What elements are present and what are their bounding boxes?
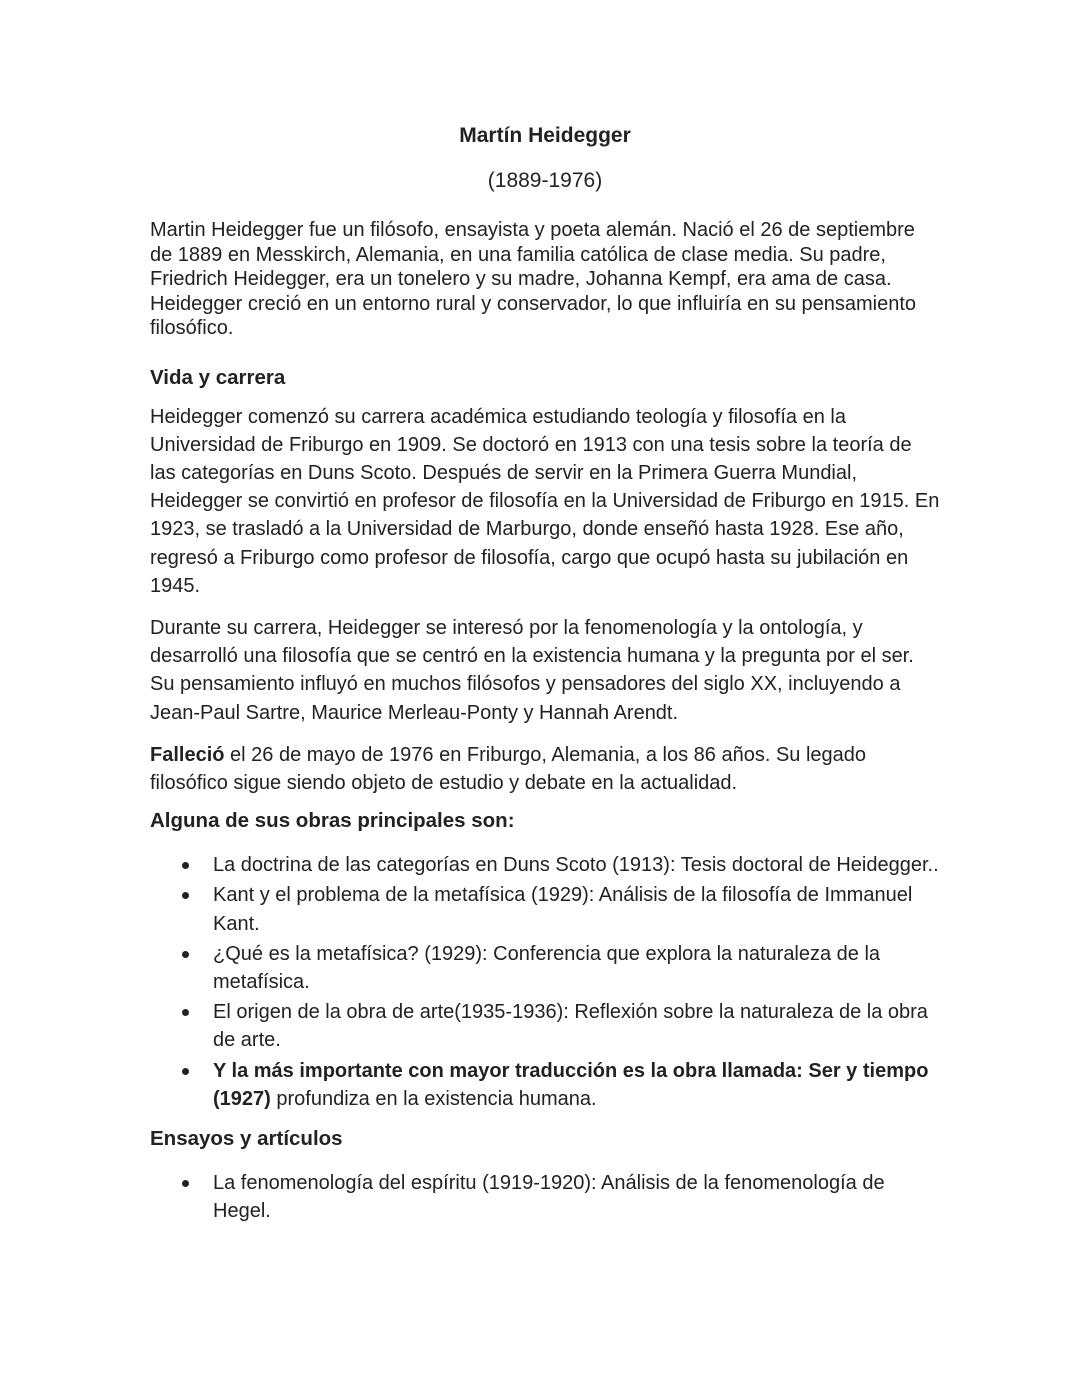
vida-paragraph-3 bbox=[150, 741, 940, 797]
bullet-icon bbox=[182, 1180, 189, 1187]
bullet-icon bbox=[182, 951, 189, 958]
ensayos-list bbox=[150, 1169, 940, 1225]
bullet-icon bbox=[182, 862, 189, 869]
ser-y-tiempo-bold: Y la más importante con mayor traducción es la obra llamada: Ser y tiempo (1927) bbox=[213, 1059, 929, 1110]
obras-list bbox=[150, 851, 940, 1113]
section-heading-vida: Vida y carrera bbox=[150, 365, 286, 389]
list-item: La doctrina de las categorías en Duns Scoto (1913): Tesis doctoral de Heidegger.. bbox=[150, 851, 940, 879]
bullet-icon bbox=[182, 892, 189, 899]
vida-paragraph-1: Heidegger comenzó su carrera académica estudiando teología y filosofía en la Universidad de Friburgo en 1909. Se doctoró en 1913 con una tesis sobre la teoría de las categorías en Duns Scoto. Después de servir en la Primera Guerra Mundial, Heidegger se convirtió en profesor de filosofía en la Universidad de Friburgo en 1915. En 1923, se trasladó a la Universidad de Marburgo, donde enseñó hasta 1928. Ese año, regresó a Friburgo como profesor de filosofía, cargo que ocupó hasta su jubilación en 1945. bbox=[150, 405, 940, 597]
fallecio-bold: Falleció bbox=[150, 743, 225, 766]
bullet-icon bbox=[182, 1068, 189, 1075]
fallecio-rest: el 26 de mayo de 1976 en Friburgo, Alemania, a los 86 años. Su legado filosófico sigue siendo objeto de estudio y debate en la actualidad. bbox=[150, 743, 867, 794]
list-item: ¿Qué es la metafísica? (1929): Conferencia que explora la naturaleza de la metafísica. bbox=[150, 940, 940, 996]
document-title: Martín Heidegger bbox=[459, 124, 631, 147]
list-item: La fenomenología del espíritu (1919-1920): Análisis de la fenomenología de Hegel. bbox=[150, 1169, 940, 1225]
ser-y-tiempo-rest: profundiza en la existencia humana. bbox=[270, 1087, 597, 1110]
document-page bbox=[150, 120, 940, 1227]
vida-paragraph-2: Durante su carrera, Heidegger se interesó por la fenomenología y la ontología, y desarrolló una filosofía que se centró en la existencia humana y la pregunta por el ser. Su pensamiento influyó en muchos filósofos y pensadores del siglo XX, incluyendo a Jean-Paul Sartre, Maurice Merleau-Ponty y Hannah Arendt. bbox=[150, 616, 914, 724]
section-heading-obras: Alguna de sus obras principales son: bbox=[150, 809, 515, 833]
intro-paragraph: Martin Heidegger fue un filósofo, ensayista y poeta alemán. Nació el 26 de septiembre de 1889 en Messkirch, Alemania, en una familia católica de clase media. Su padre, Friedrich Heidegger, era un tonelero y su madre, Johanna Kempf, era ama de casa. Heidegger creció en un entorno rural y conservador, lo que influiría en su pensamiento filosófico. bbox=[150, 219, 917, 339]
list-item: Kant y el problema de la metafísica (1929): Análisis de la filosofía de Immanuel Kant. bbox=[150, 881, 940, 937]
list-item: El origen de la obra de arte(1935-1936): Reflexión sobre la naturaleza de la obra de arte. bbox=[150, 998, 940, 1054]
list-item bbox=[150, 1057, 940, 1113]
section-heading-ensayos: Ensayos y artículos bbox=[150, 1126, 343, 1150]
document-years: (1889-1976) bbox=[487, 169, 603, 192]
bullet-icon bbox=[182, 1009, 189, 1016]
